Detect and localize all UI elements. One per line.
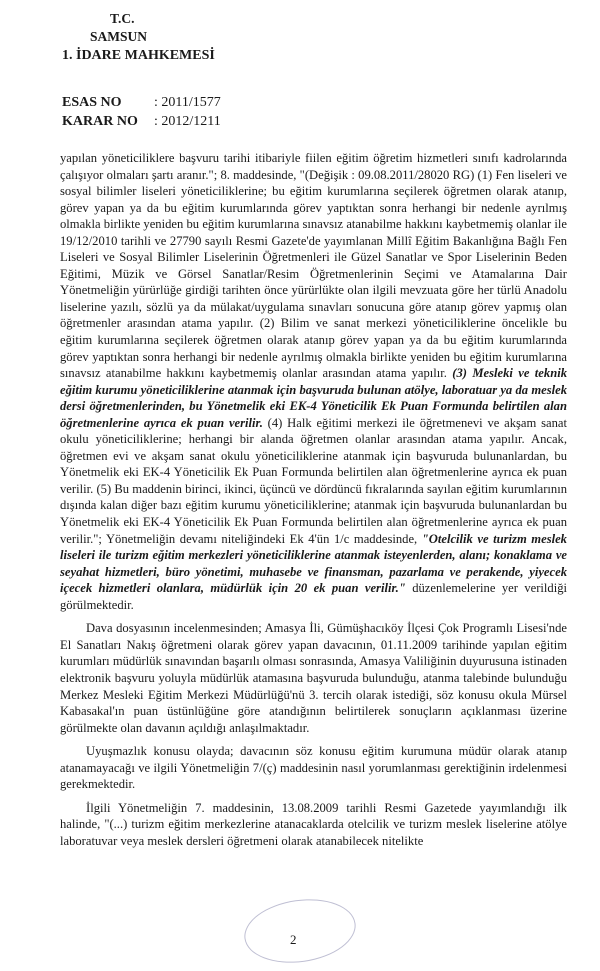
stamp-seal bbox=[240, 893, 360, 970]
paragraph-case-facts: Dava dosyasının incelenmesinden; Amasya İli, Gümüşhacıköy İlçesi Çok Programlı Lisesi'nde El Sanatları Nakış öğretmeni olarak görev yapan davacının, 01.11.2009 tarihinde yapılan eğitim kurumları müdürlük sınavından başarılı olması sonrasında, Amasya Valiliğinin duyurusuna istinaden elektronik başvuru yoluyla müdürlük atamasına başvuruda bulunduğu, atanma talebinde bulunduğu Merkez Mesleki Eğitim Merkezi Müdürlüğü'nü 3. tercih olarak istediği, söz konusu okula Mürsel Kabasakal'ın puan üstünlüğüne göre atandığının belirtilerek sonuçların açıklanması üzerine görülmekte olan davanın açıldığı anlaşılmaktadır. bbox=[60, 621, 567, 735]
esas-row bbox=[62, 93, 221, 112]
emphasis-text: "Otelcilik ve turizm meslek liseleri ile turizm eğitim merkezleri yöneticiliklerine atanmak isteyenlerden, alanı; konaklama ve seyahat hizmetleri, büro yönetimi, muhasebe ve finansman, pazarlama ve perakende, yiyecek içecek hizmetleri olanlara, müdürlük için 20 ek puan verilir." bbox=[60, 531, 567, 596]
paragraph-regulation-history: İlgili Yönetmeliğin 7. maddesinin, 13.08.2009 tarihli Resmi Gazetede yayımlandığı ilk halinde, "(...) turizm eğitim merkezlerine atanacaklarda otelcilik ve turizm meslek liselerine atölye laboratuvar veya meslek dersleri öğretmeni olarak atanabilecek nitelikte bbox=[60, 800, 567, 848]
document-body bbox=[60, 150, 567, 856]
case-meta bbox=[62, 93, 221, 131]
paragraph-dispute: Uyuşmazlık konusu olayda; davacının söz konusu eğitim kurumuna müdür olarak atanıp atanamayacağı ve ilgili Yönetmeliğin 7/(ç) maddesinin nasıl yorumlanması gerektiğinin irdelenmesi gerekmektedir. bbox=[60, 744, 567, 792]
paragraph-regulation-quote bbox=[60, 150, 567, 613]
emphasis-text: (3) Mesleki ve teknik eğitim kurumu yöneticiliklerine atanmak için başvuruda bulunan atölye, laboratuar ya da meslek dersi öğretmenlerinden, bu Yönetmelik eki EK-4 Yöneticilik Ek Puan Formunda belirtilen alan öğretmenlerine ayrıca ek puan verilir. bbox=[60, 366, 567, 430]
karar-row bbox=[62, 112, 221, 131]
karar-label: KARAR NO bbox=[62, 114, 138, 129]
paragraph-text: (4) Halk eğitimi merkezi ile öğretmenevi ve akşam sanat okulu yöneticiliklerine; herhangi bir alanda öğretmen olanlar arasından atama yapılır. Ancak, öğretmen evi ve akşam sanat okulu yöneticiliklerine atanmak için başvuruda bulunanlardan, bu Yönetmelik eki EK-4 Yöneticilik Ek Puan Formunda belirtilen alan öğretmenlerine ayrıca ek puan verilir. (5) Bu maddenin birinci, ikinci, üçüncü ve dördüncü fıkralarında sayılan eğitim kurumlarının dışında kalan diğer bazı eğitim kurumu yöneticiliklerine; atanmak için başvuruda bulunanlardan bu Yönetmelik eki EK-4 Yöneticilik Ek Puan Formunda belirtilen alan öğretmenlerine ayrıca ek puan verilir."; Yönetmeliğin devamı niteliğindeki Ek 4'ün 1/c maddesinde, bbox=[60, 415, 567, 546]
header-court-name: 1. İDARE MAHKEMESİ bbox=[62, 48, 215, 63]
esas-label: ESAS NO bbox=[62, 95, 122, 110]
page-number: 2 bbox=[290, 932, 297, 947]
paragraph-text: yapılan yöneticiliklere başvuru tarihi itibariyle fiilen eğitim öğretim hizmetleri sınıfı kadrolarında çalışıyor olmaları şartı aranır."; 8. maddesinde, "(Değişik : 09.08.2011/28020 RG) (1) Fen liseleri ve sosyal bilimler liseleri yöneticiliklerine; bu eğitim kurumlarına seçilerek öğretmen olarak atanıp, görev yapan ya da bu eğitim kurumlarında görev yaptıktan sonra herhangi bir nedenle ayrılmış olmakla birlikte yeniden bu eğitim kurumlarına sınavsız atanabilme hakkını kaybetmemiş olanlar ile 19/12/2010 tarihli ve 27790 sayılı Resmi Gazete'de yayımlanan Millî Eğitim Bakanlığına Bağlı Fen Liseleri ve Sosyal Bilimler Liselerinin Öğretmenleri ile Güzel Sanatlar ve Spor Liselerinin Beden Eğitimi, Müzik ve Görsel Sanatlar/Resim Öğretmenlerinin Seçimi ve Atamalarına Dair Yönetmeliğin yürürlüğe girdiği tarihten önce yürürlükte olan ilgili mevzuata göre her türlü Anadolu liselerine yazılı, sözlü ya da mülakat/uygulama sınavları sonucuna göre atanıp görev yapmış olan öğretmenler arasından atama yapılır. (2) Bilim ve sanat merkezi yöneticiliklerine öncelikle bu eğitim kurumlarına seçilerek öğretmen olarak atanıp görev yapan ya da bu eğitim kurumlarında görev yaptıktan sonra herhangi bir nedenle ayrılmış olmakla birlikte yeniden bu eğitim kurumlarına sınavsız atanabilme hakkını kaybetmemiş olanlar arasından atama yapılır. bbox=[60, 151, 567, 381]
header-tc: T.C. bbox=[110, 11, 135, 26]
paragraph-text: düzenlemelerine yer verildiği görülmektedir. bbox=[60, 581, 567, 612]
esas-value: : 2011/1577 bbox=[154, 95, 221, 110]
karar-value: : 2012/1211 bbox=[154, 114, 221, 129]
header-city: SAMSUN bbox=[90, 29, 148, 44]
court-header bbox=[62, 10, 362, 66]
